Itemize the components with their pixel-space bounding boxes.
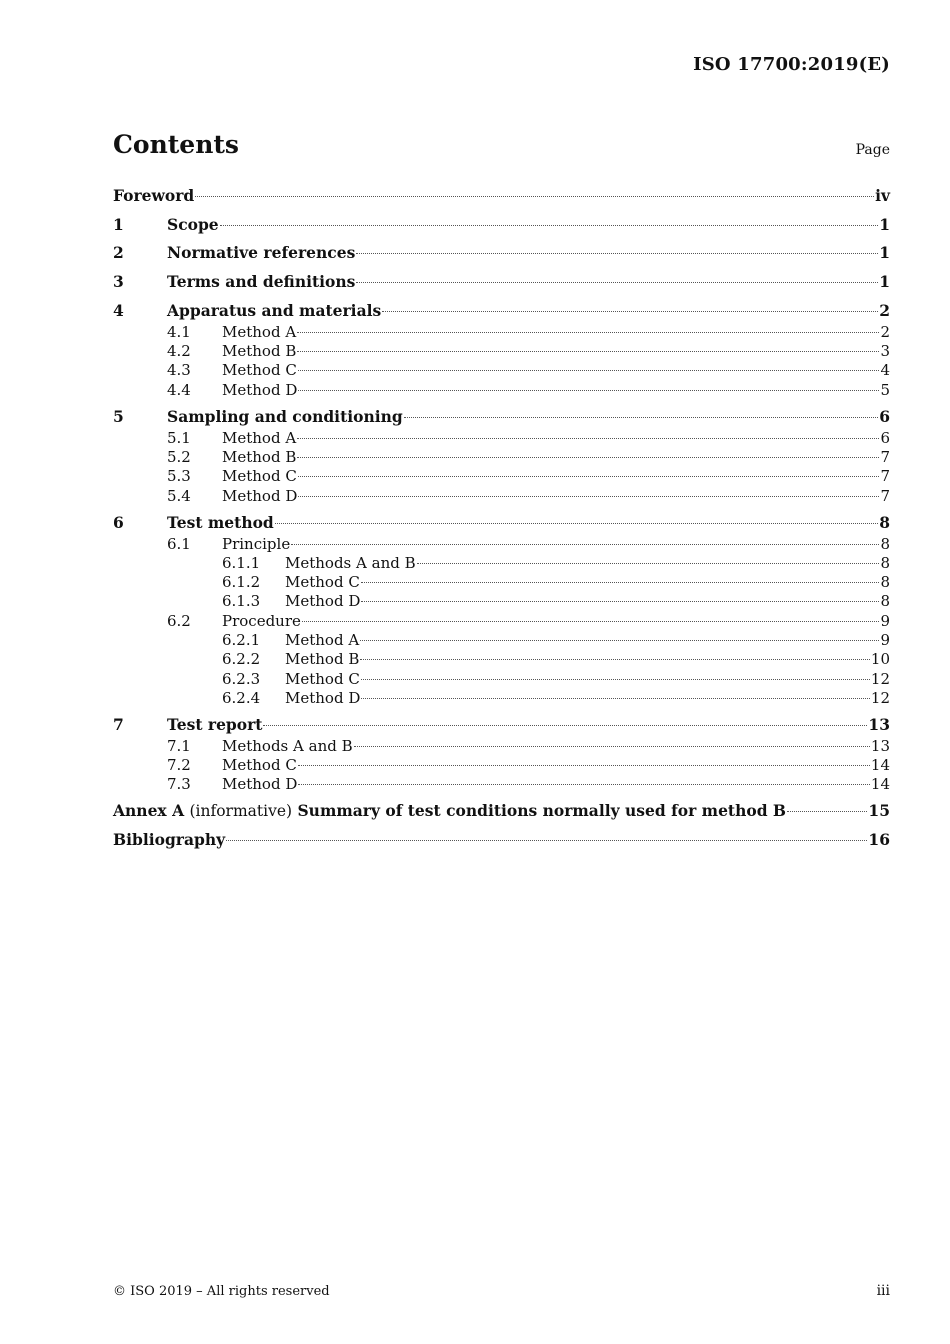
dot-leader bbox=[226, 840, 867, 841]
dot-leader bbox=[361, 698, 870, 699]
toc-page-number: iv bbox=[875, 186, 890, 205]
toc-heading: Contents bbox=[113, 130, 240, 159]
toc-page-number: 6 bbox=[880, 428, 890, 447]
dot-leader bbox=[302, 621, 880, 622]
toc-entry-title: Method D bbox=[222, 486, 298, 505]
toc-entry-6-1-1[interactable] bbox=[113, 554, 890, 573]
toc-page-number: 8 bbox=[880, 592, 890, 611]
dot-leader bbox=[298, 784, 870, 785]
toc-entry-clause-7[interactable] bbox=[113, 713, 890, 737]
toc-page-number: 13 bbox=[870, 736, 890, 755]
toc-entry-7-2[interactable] bbox=[113, 756, 890, 775]
toc-clause-number: 2 bbox=[113, 243, 124, 263]
toc-entry-4-1[interactable] bbox=[113, 323, 890, 342]
toc-entry-6-2-2[interactable] bbox=[113, 650, 890, 669]
toc-page-number: 8 bbox=[880, 553, 890, 572]
annex-label: Annex A bbox=[113, 801, 185, 821]
toc-entry-clause-1[interactable] bbox=[113, 213, 890, 237]
toc-entry-title: Method D bbox=[285, 688, 361, 707]
toc-entry-title: Method D bbox=[222, 380, 298, 399]
toc-entry-title: Terms and definitions bbox=[167, 272, 356, 292]
toc-entry-6-2-4[interactable] bbox=[113, 689, 890, 708]
toc-page-number: 1 bbox=[879, 214, 890, 234]
dot-leader bbox=[195, 196, 874, 197]
toc-page-number: 5 bbox=[880, 380, 890, 399]
toc-entry-clause-4[interactable] bbox=[113, 299, 890, 323]
toc-clause-number: 7.3 bbox=[167, 775, 191, 794]
toc-entry-title: Test report bbox=[167, 714, 263, 734]
dot-leader bbox=[275, 523, 878, 524]
toc-entry-title: Method C bbox=[285, 573, 360, 592]
toc-annex-title bbox=[113, 799, 786, 823]
toc-entry-title: Methods A and B bbox=[222, 736, 353, 755]
toc-entry-title: Foreword bbox=[113, 186, 195, 205]
toc-page-number: 12 bbox=[870, 688, 890, 707]
toc-entry-title: Test method bbox=[167, 512, 274, 532]
toc-entry-6-2-1[interactable] bbox=[113, 631, 890, 650]
toc-clause-number: 6.1 bbox=[167, 534, 191, 553]
toc-page-number: 3 bbox=[880, 342, 890, 361]
toc-page-number: 6 bbox=[879, 406, 890, 426]
toc-clause-number: 6.2.3 bbox=[222, 669, 261, 688]
toc-clause-number: 6 bbox=[113, 512, 124, 532]
dot-leader bbox=[298, 390, 879, 391]
document-id: ISO 17700:2019(E) bbox=[693, 54, 890, 75]
toc-entry-title: Methods A and B bbox=[285, 553, 416, 572]
toc-clause-number: 5.4 bbox=[167, 486, 191, 505]
toc-clause-number: 4.4 bbox=[167, 380, 191, 399]
toc-entry-7-1[interactable] bbox=[113, 737, 890, 756]
toc-clause-number: 4 bbox=[113, 300, 124, 320]
toc-entry-5-3[interactable] bbox=[113, 467, 890, 486]
dot-leader bbox=[298, 765, 870, 766]
toc-page-number: 9 bbox=[880, 611, 890, 630]
toc-entry-title: Bibliography bbox=[113, 830, 226, 850]
dot-leader bbox=[297, 332, 879, 333]
toc-clause-number: 6.1.1 bbox=[222, 553, 261, 572]
toc-entry-title: Method D bbox=[285, 592, 361, 611]
toc-clause-number: 4.2 bbox=[167, 342, 191, 361]
toc-entry-title: Method C bbox=[222, 361, 297, 380]
toc-entry-title: Method A bbox=[285, 630, 360, 649]
toc-entry-clause-2[interactable] bbox=[113, 241, 890, 265]
toc-page-number: 7 bbox=[880, 486, 890, 505]
dot-leader bbox=[297, 457, 879, 458]
table-of-contents bbox=[113, 184, 890, 852]
toc-page-number: 13 bbox=[868, 714, 890, 734]
annex-title: Summary of test conditions normally used for method B bbox=[297, 801, 787, 821]
toc-entry-title: Apparatus and materials bbox=[167, 300, 382, 320]
toc-entry-6-1-3[interactable] bbox=[113, 592, 890, 611]
toc-clause-number: 5.3 bbox=[167, 467, 191, 486]
toc-entry-title: Method C bbox=[222, 467, 297, 486]
toc-entry-title: Scope bbox=[167, 214, 219, 234]
dot-leader bbox=[297, 351, 879, 352]
toc-entry-bibliography[interactable] bbox=[113, 828, 890, 852]
toc-clause-number: 6.2.1 bbox=[222, 630, 261, 649]
toc-page-number: 7 bbox=[880, 447, 890, 466]
toc-entry-6-2[interactable] bbox=[113, 612, 890, 631]
dot-leader bbox=[361, 601, 879, 602]
toc-entry-foreword[interactable] bbox=[113, 184, 890, 208]
toc-clause-number: 5.2 bbox=[167, 447, 191, 466]
footer-copyright: © ISO 2019 – All rights reserved bbox=[113, 1284, 330, 1299]
toc-clause-number: 5 bbox=[113, 406, 124, 426]
toc-entry-title: Procedure bbox=[222, 611, 301, 630]
toc-page-number: 9 bbox=[880, 630, 890, 649]
dot-leader bbox=[354, 746, 870, 747]
dot-leader bbox=[360, 640, 879, 641]
dot-leader bbox=[787, 811, 867, 812]
dot-leader bbox=[298, 496, 879, 497]
toc-entry-title: Method B bbox=[285, 650, 360, 669]
toc-entry-clause-3[interactable] bbox=[113, 270, 890, 294]
toc-entry-clause-5[interactable] bbox=[113, 405, 890, 429]
toc-entry-annex-a[interactable] bbox=[113, 799, 890, 823]
toc-page-number: 14 bbox=[870, 775, 890, 794]
toc-entry-title: Method A bbox=[222, 428, 297, 447]
toc-entry-5-1[interactable] bbox=[113, 429, 890, 448]
toc-clause-number: 7.2 bbox=[167, 756, 191, 775]
dot-leader bbox=[298, 370, 880, 371]
toc-entry-5-4[interactable] bbox=[113, 487, 890, 506]
dot-leader bbox=[361, 679, 870, 680]
toc-entry-4-4[interactable] bbox=[113, 381, 890, 400]
toc-page-number: 4 bbox=[880, 361, 890, 380]
toc-entry-5-2[interactable] bbox=[113, 448, 890, 467]
dot-leader bbox=[356, 253, 878, 254]
toc-entry-title: Normative references bbox=[167, 243, 356, 263]
toc-entry-6-2-3[interactable] bbox=[113, 670, 890, 689]
toc-page-number: 2 bbox=[880, 322, 890, 341]
toc-entry-7-3[interactable] bbox=[113, 775, 890, 794]
toc-page-number: 15 bbox=[868, 801, 890, 821]
toc-clause-number: 6.2.2 bbox=[222, 650, 261, 669]
toc-entry-clause-6[interactable] bbox=[113, 511, 890, 535]
toc-entry-title: Principle bbox=[222, 534, 291, 553]
toc-entry-4-2[interactable] bbox=[113, 342, 890, 361]
dot-leader bbox=[356, 282, 878, 283]
toc-clause-number: 7 bbox=[113, 714, 124, 734]
toc-page-number: 16 bbox=[868, 830, 890, 850]
toc-entry-title: Method B bbox=[222, 342, 297, 361]
toc-entry-title: Method D bbox=[222, 775, 298, 794]
dot-leader bbox=[382, 311, 878, 312]
toc-clause-number: 1 bbox=[113, 214, 124, 234]
toc-page-number: 2 bbox=[879, 300, 890, 320]
toc-page-number: 14 bbox=[870, 756, 890, 775]
toc-entry-title: Method B bbox=[222, 447, 297, 466]
toc-clause-number: 5.1 bbox=[167, 428, 191, 447]
footer-page-number: iii bbox=[876, 1283, 890, 1299]
dot-leader bbox=[297, 438, 879, 439]
toc-entry-title: Sampling and conditioning bbox=[167, 406, 403, 426]
dot-leader bbox=[404, 417, 878, 418]
toc-page-number: 8 bbox=[879, 512, 890, 532]
toc-entry-title: Method A bbox=[222, 322, 297, 341]
toc-clause-number: 4.1 bbox=[167, 322, 191, 341]
toc-clause-number: 6.2.4 bbox=[222, 688, 261, 707]
annex-kind: (informative) bbox=[189, 802, 293, 821]
page-column-label: Page bbox=[855, 142, 890, 158]
toc-page-number: 7 bbox=[880, 467, 890, 486]
toc-clause-number: 4.3 bbox=[167, 361, 191, 380]
dot-leader bbox=[291, 544, 879, 545]
dot-leader bbox=[361, 582, 880, 583]
toc-page-number: 8 bbox=[880, 573, 890, 592]
toc-clause-number: 6.2 bbox=[167, 611, 191, 630]
dot-leader bbox=[298, 476, 880, 477]
dot-leader bbox=[220, 225, 879, 226]
toc-entry-title: Method C bbox=[285, 669, 360, 688]
toc-clause-number: 6.1.3 bbox=[222, 592, 261, 611]
dot-leader bbox=[360, 659, 870, 660]
toc-clause-number: 6.1.2 bbox=[222, 573, 261, 592]
toc-entry-title: Method C bbox=[222, 756, 297, 775]
toc-page-number: 1 bbox=[879, 243, 890, 263]
toc-entry-6-1-2[interactable] bbox=[113, 573, 890, 592]
dot-leader bbox=[417, 563, 880, 564]
toc-entry-6-1[interactable] bbox=[113, 535, 890, 554]
toc-page-number: 10 bbox=[870, 650, 890, 669]
toc-page-number: 12 bbox=[870, 669, 890, 688]
toc-page-number: 1 bbox=[879, 272, 890, 292]
toc-clause-number: 3 bbox=[113, 272, 124, 292]
toc-clause-number: 7.1 bbox=[167, 736, 191, 755]
toc-entry-4-3[interactable] bbox=[113, 361, 890, 380]
toc-page-number: 8 bbox=[880, 534, 890, 553]
dot-leader bbox=[263, 725, 867, 726]
